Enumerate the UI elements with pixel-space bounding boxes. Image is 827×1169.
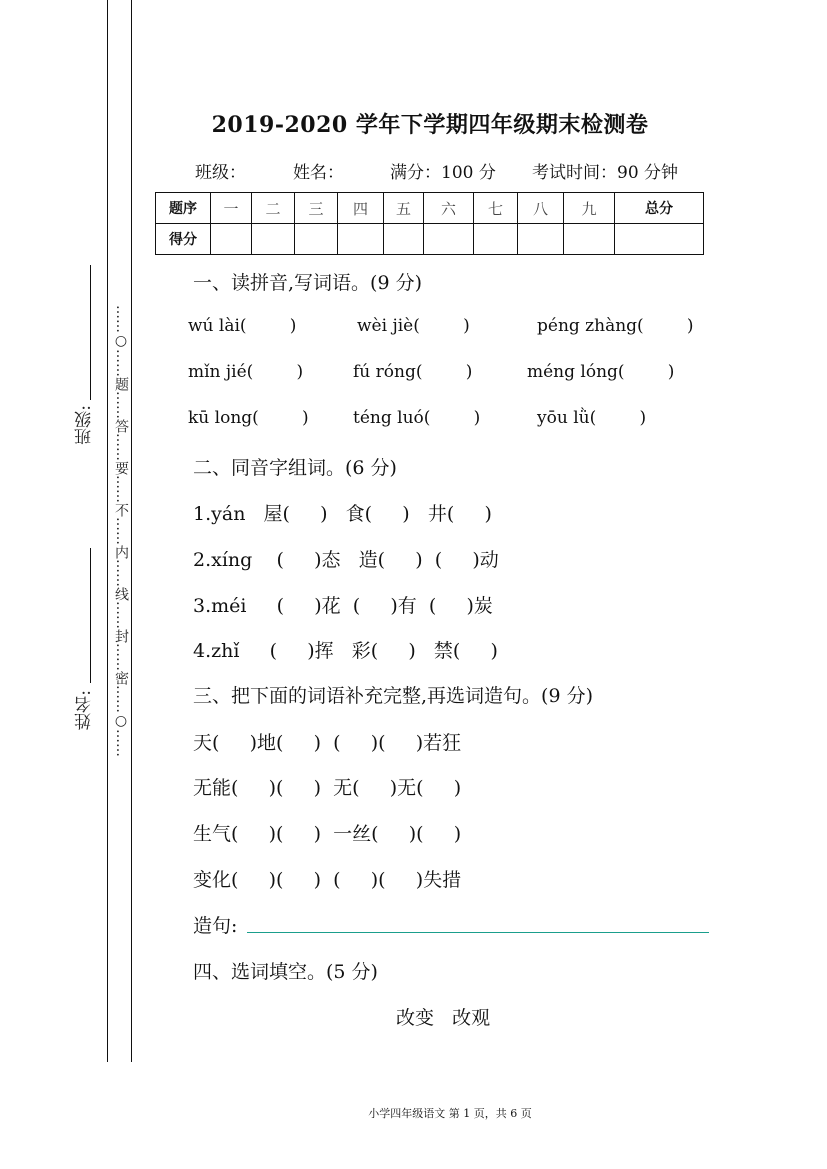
score-cell[interactable]	[384, 224, 424, 255]
column-header: 二	[252, 193, 295, 224]
score-cell[interactable]	[474, 224, 518, 255]
row-label-score: 得分	[156, 224, 211, 255]
score-cell[interactable]	[295, 224, 338, 255]
score-table	[155, 192, 704, 255]
column-header: 四	[338, 193, 384, 224]
info-exam-time: 考试时间：90 分钟	[532, 163, 679, 183]
homophone-row: 4.zhǐ ( )挥 彩( ) 禁( )	[193, 640, 498, 662]
score-cell[interactable]	[252, 224, 295, 255]
idiom-row: 生气( )( ) 一丝( )( )	[193, 823, 462, 845]
column-header: 九	[564, 193, 615, 224]
total-header: 总分	[615, 193, 704, 224]
homophone-row: 1.yán 屋( ) 食( ) 井( )	[193, 503, 492, 525]
score-cell[interactable]	[338, 224, 384, 255]
score-cell[interactable]	[518, 224, 564, 255]
section4-heading: 四、选词填空。(5 分)	[193, 961, 378, 983]
sentence-label: 造句:	[193, 915, 238, 937]
class-blank-line	[90, 265, 91, 400]
score-cell[interactable]	[211, 224, 252, 255]
column-header: 一	[211, 193, 252, 224]
pinyin-item: wú lài( )	[188, 316, 297, 336]
pinyin-item: yōu lǜ( )	[537, 408, 647, 428]
idiom-row: 变化( )( ) ( )( )失措	[193, 869, 462, 891]
info-full-score: 满分：100 分	[390, 163, 496, 183]
pinyin-item: méng lóng( )	[527, 362, 675, 382]
section1-heading: 一、读拼音,写词语。(9 分)	[193, 272, 422, 294]
column-header: 三	[295, 193, 338, 224]
score-cell[interactable]	[424, 224, 474, 255]
row-label-order: 题序	[156, 193, 211, 224]
total-score-cell[interactable]	[615, 224, 704, 255]
binding-line-left	[107, 0, 108, 1062]
word-choices: 改变 改观	[396, 1007, 491, 1029]
page-footer: 小学四年级语文 第 1 页，共 6 页	[368, 1107, 532, 1120]
column-header: 七	[474, 193, 518, 224]
pinyin-item: péng zhàng( )	[537, 316, 694, 336]
column-header: 五	[384, 193, 424, 224]
idiom-row: 无能( )( ) 无( )无( )	[193, 777, 462, 799]
idiom-row: 天( )地( ) ( )( )若狂	[193, 732, 462, 754]
pinyin-item: mǐn jié( )	[188, 362, 304, 382]
pinyin-item: fú róng( )	[353, 362, 473, 382]
score-cell[interactable]	[564, 224, 615, 255]
pinyin-item: téng luó( )	[353, 408, 481, 428]
pinyin-item: wèi jiè( )	[357, 316, 470, 336]
name-label-side: 姓名:	[75, 690, 95, 730]
column-header: 六	[424, 193, 474, 224]
section3-heading: 三、把下面的词语补充完整,再选词造句。(9 分)	[193, 685, 593, 707]
section2-heading: 二、同音字组词。(6 分)	[193, 457, 397, 479]
info-class: 班级：	[195, 163, 246, 183]
homophone-row: 2.xíng ( )态 造( ) ( )动	[193, 549, 499, 571]
pinyin-item: kū long( )	[188, 408, 309, 428]
page-title: 2019-2020 学年下学期四年级期末检测卷	[211, 112, 649, 138]
class-label-side: 班级:	[75, 405, 95, 445]
column-header: 八	[518, 193, 564, 224]
seal-line-text: ……○……题……答……要……不……内……线……封……密……○……	[113, 305, 129, 757]
homophone-row: 3.méi ( )花 ( )有 ( )炭	[193, 595, 493, 617]
name-blank-line	[90, 548, 91, 683]
info-name: 姓名：	[293, 163, 344, 183]
sentence-answer-line[interactable]	[247, 932, 709, 933]
